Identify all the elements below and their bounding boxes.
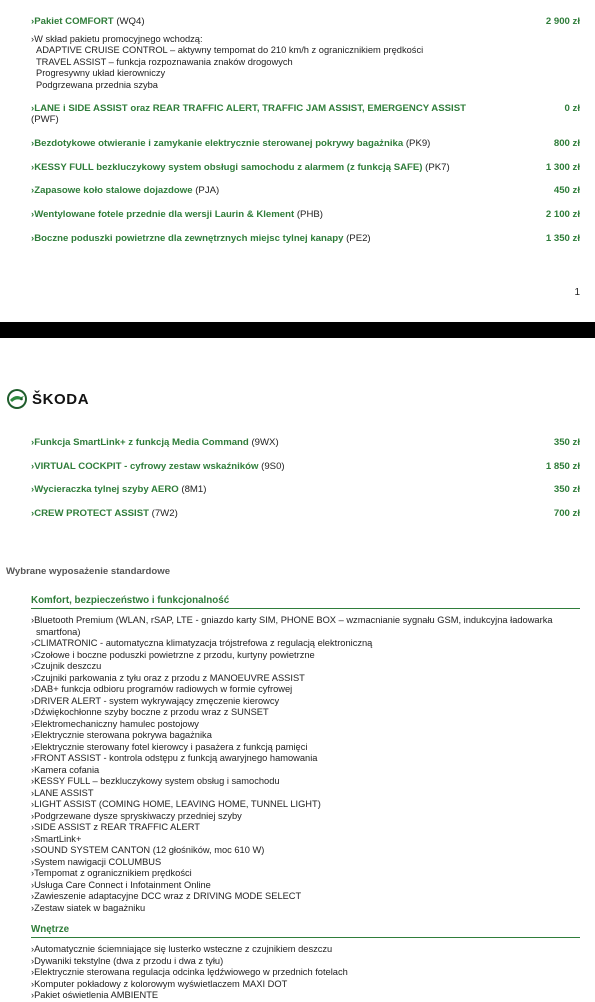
list-item: ›SIDE ASSIST z REAR TRAFFIC ALERT: [31, 822, 200, 832]
option-lane: [31, 103, 580, 125]
list-item: smartfona): [36, 626, 81, 637]
option-name: LANE i SIDE ASSIST oraz REAR TRAFFIC ALERT, TRAFFIC JAM ASSIST, EMERGENCY ASSIST: [34, 103, 466, 114]
option-arrow: ›: [31, 233, 35, 244]
option-price: 2 100 zł: [545, 209, 580, 220]
list-item: ›Dywaniki tekstylne (dwa z przodu i dwa z tyłu): [31, 955, 224, 966]
option-row: [31, 461, 580, 472]
desc-line: ›W skład pakietu promocyjnego wchodzą:: [31, 34, 203, 44]
list-item: ›SmartLink+: [31, 833, 82, 844]
option-price: 1 350 zł: [545, 233, 580, 244]
list-item: ›DRIVER ALERT - system wykrywający zmęczenie kierowcy: [31, 695, 280, 706]
option-price: 350 zł: [553, 484, 580, 495]
option-name: Wycieraczka tylnej szyby AERO: [34, 484, 179, 495]
category-comfort-title: Komfort, bezpieczeństwo i funkcjonalność: [31, 595, 580, 609]
option-row: [31, 437, 580, 448]
option-price: 1 300 zł: [545, 162, 580, 173]
desc-line: ADAPTIVE CRUISE CONTROL – aktywny tempomat do 210 km/h z ogranicznikiem prędkości: [36, 45, 424, 56]
list-item: ›KESSY FULL – bezkluczykowy system obsług i samochodu: [31, 776, 280, 786]
list-item: ›Kamera cofania: [31, 764, 100, 775]
option-name: CREW PROTECT ASSIST: [34, 508, 149, 519]
list-item: ›Dźwiękochłonne szyby boczne z przodu wraz z SUNSET: [31, 707, 269, 717]
option-code: (7W2): [151, 508, 178, 519]
comfort-equipment-list: [31, 615, 580, 914]
option-arrow: ›: [31, 103, 35, 114]
option-price: 350 zł: [553, 437, 580, 448]
skoda-logo: [6, 388, 89, 410]
list-item: ›Zawieszenie adaptacyjne DCC wraz z DRIVING MODE SELECT: [31, 891, 302, 901]
list-item: ›Elektrycznie sterowany fotel kierowcy i pasażera z funkcją pamięci: [31, 741, 308, 752]
option-code: (PJA): [195, 185, 220, 196]
option-arrow: ›: [31, 185, 35, 196]
logo-wordmark: ŠKODA: [32, 390, 90, 408]
option-comfort: [31, 16, 580, 27]
option-row: [31, 185, 580, 196]
option-row: [31, 508, 580, 519]
list-item: ›Czujniki parkowania z tyłu oraz z przodu z MANOEUVRE ASSIST: [31, 672, 305, 683]
option-arrow: ›: [31, 162, 35, 173]
option-name: KESSY FULL bezkluczykowy system obsługi samochodu z alarmem (z funkcją SAFE): [34, 162, 423, 173]
list-item: ›Usługa Care Connect i Infotainment Online: [31, 879, 211, 890]
list-item: ›Czołowe i boczne poduszki powietrzne z przodu, kurtyny powietrzne: [31, 649, 315, 660]
list-item: ›System nawigacji COLUMBUS: [31, 856, 162, 867]
desc-line: Progresywny układ kierowniczy: [36, 68, 166, 79]
list-item: ›Elektromechaniczny hamulec postojowy: [31, 718, 199, 729]
option-arrow: ›: [31, 138, 35, 149]
option-name: Wentylowane fotele przednie dla wersji Laurin & Klement: [34, 209, 295, 220]
option-code: (9S0): [261, 461, 285, 472]
list-item: ›FRONT ASSIST - kontrola odstępu z funkcją awaryjnego hamowania: [31, 753, 318, 763]
list-item: ›DAB+ funkcja odbioru programów radiowych w formie cyfrowej: [31, 684, 293, 694]
standard-equipment-title: Wybrane wyposażenie standardowe: [6, 566, 171, 577]
option-name: VIRTUAL COCKPIT - cyfrowy zestaw wskaźników: [34, 461, 259, 472]
option-price: 700 zł: [553, 508, 580, 519]
option-code: (9WX): [251, 437, 279, 448]
option-arrow: ›: [31, 508, 35, 519]
option-price: 800 zł: [553, 138, 580, 149]
option-name: Bezdotykowe otwieranie i zamykanie elektrycznie sterowanej pokrywy bagażnika: [34, 138, 404, 149]
desc-line: Podgrzewana przednia szyba: [36, 79, 158, 90]
option-arrow: ›: [31, 461, 35, 472]
comfort-description: [31, 34, 423, 91]
list-item: ›Elektrycznie sterowana regulacja odcinka lędźwiowego w przednich fotelach: [31, 967, 348, 977]
list-item: ›CLIMATRONIC - automatyczna klimatyzacja trójstrefowa z regulacją elektroniczną: [31, 638, 373, 648]
list-item: ›Automatycznie ściemniające się lusterko wsteczne z czujnikiem deszczu: [31, 944, 333, 954]
option-name: Boczne poduszki powietrzne dla zewnętrznych miejsc tylnej kanapy: [34, 233, 344, 244]
list-item: ›Bluetooth Premium (WLAN, rSAP, LTE - gniazdo karty SIM, PHONE BOX – wzmacnianie sygnału GSM, indukcyjna ładowarka: [31, 615, 553, 625]
option-code: (PHB): [296, 209, 323, 220]
option-code: (PWF): [31, 114, 59, 125]
option-row: [31, 138, 580, 149]
option-row: [31, 233, 580, 244]
document-page-1: [0, 0, 595, 322]
option-row: [31, 484, 580, 495]
list-item: ›Czujnik deszczu: [31, 661, 102, 671]
list-item: ›Zestaw siatek w bagażniku: [31, 902, 146, 913]
option-arrow: ›: [31, 16, 35, 27]
option-code: (PK9): [405, 138, 431, 149]
list-item: ›Elektrycznie sterowana pokrywa bagażnika: [31, 730, 212, 740]
option-code: (8M1): [181, 484, 207, 495]
option-code: (WQ4): [116, 16, 145, 27]
option-price: 2 900 zł: [545, 16, 580, 27]
list-item: ›Pakiet oświetlenia AMBIENTE: [31, 990, 159, 1000]
option-price: 450 zł: [553, 185, 580, 196]
option-arrow: ›: [31, 209, 35, 220]
list-item: ›Podgrzewane dysze spryskiwaczy przedniej szyby: [31, 810, 242, 821]
page-separator: [0, 322, 595, 338]
option-name: Funkcja SmartLink+ z funkcją Media Command: [34, 437, 249, 448]
option-code: (PE2): [346, 233, 371, 244]
option-price: 1 850 zł: [545, 461, 580, 472]
page-number: 1: [574, 287, 580, 298]
option-arrow: ›: [31, 437, 35, 448]
desc-line: TRAVEL ASSIST – funkcja rozpoznawania znaków drogowych: [36, 56, 293, 67]
option-row: [31, 162, 580, 173]
option-arrow: ›: [31, 484, 35, 495]
category-interior-title: Wnętrze: [31, 924, 580, 938]
list-item: ›Tempomat z ogranicznikiem prędkości: [31, 868, 192, 878]
list-item: ›LIGHT ASSIST (COMING HOME, LEAVING HOME, TUNNEL LIGHT): [31, 799, 321, 809]
list-item: ›SOUND SYSTEM CANTON (12 głośników, moc 610 W): [31, 845, 265, 855]
interior-equipment-list: [31, 944, 580, 1002]
skoda-emblem-icon: [6, 388, 28, 410]
option-name: Zapasowe koło stalowe dojazdowe: [34, 185, 193, 196]
option-row: [31, 209, 580, 220]
option-price: 0 zł: [564, 103, 580, 114]
list-item: ›Komputer pokładowy z kolorowym wyświetlaczem MAXI DOT: [31, 978, 288, 989]
option-name: Pakiet COMFORT: [34, 16, 114, 27]
option-code: (PK7): [425, 162, 450, 173]
list-item: ›LANE ASSIST: [31, 787, 94, 798]
document-page-2: [0, 338, 595, 999]
